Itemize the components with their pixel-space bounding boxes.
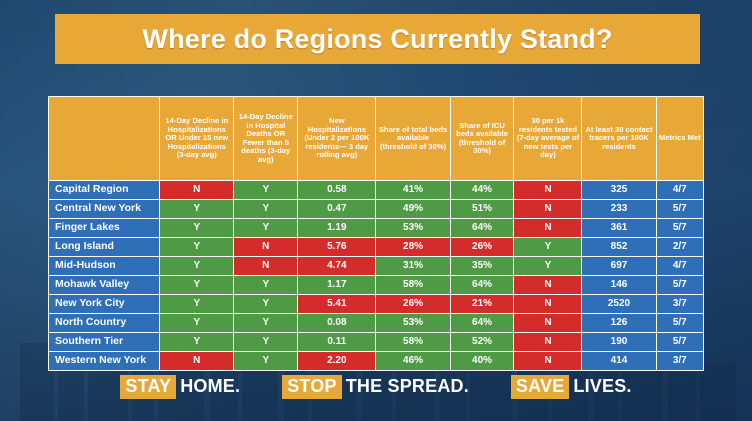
table-cell: 64% <box>450 276 514 295</box>
table-cell: Y <box>234 200 298 219</box>
table-cell: 53% <box>376 219 450 238</box>
cell-metrics-met: 4/7 <box>656 257 703 276</box>
table-cell: Y <box>160 276 234 295</box>
cell-metrics-met: 5/7 <box>656 200 703 219</box>
cell-metrics-met: 2/7 <box>656 238 703 257</box>
footer-rest-lives: LIVES. <box>573 376 632 396</box>
metrics-table-container <box>48 96 704 371</box>
table-cell: Y <box>234 181 298 200</box>
table-row <box>49 295 704 314</box>
table-cell: 49% <box>376 200 450 219</box>
table-cell: 361 <box>582 219 656 238</box>
cell-metrics-met: 3/7 <box>656 352 703 371</box>
table-cell: Y <box>514 238 582 257</box>
table-row <box>49 181 704 200</box>
row-header-region: Capital Region <box>49 181 160 200</box>
row-header-region: Long Island <box>49 238 160 257</box>
table-row <box>49 333 704 352</box>
column-header-deaths-decline: 14-Day Decline in Hospital Deaths OR Fewer than 5 deaths (3-day avg) <box>234 97 298 181</box>
footer-item-stay-home <box>120 375 240 399</box>
table-row <box>49 238 704 257</box>
table-cell: 1.19 <box>298 219 376 238</box>
table-cell: Y <box>514 257 582 276</box>
table-cell: Y <box>160 200 234 219</box>
table-row <box>49 276 704 295</box>
column-header-corner <box>49 97 160 181</box>
table-cell: 58% <box>376 276 450 295</box>
table-cell: 58% <box>376 333 450 352</box>
table-cell: 1.17 <box>298 276 376 295</box>
table-cell: 52% <box>450 333 514 352</box>
footer-highlight-stay: STAY <box>120 375 176 399</box>
footer-highlight-save: SAVE <box>511 375 569 399</box>
table-cell: N <box>514 200 582 219</box>
table-cell: N <box>160 352 234 371</box>
table-cell: 414 <box>582 352 656 371</box>
footer-item-save-lives <box>511 375 632 399</box>
table-cell: 5.41 <box>298 295 376 314</box>
page-title: Where do Regions Currently Stand? <box>142 23 613 54</box>
metrics-table <box>48 96 704 371</box>
footer-rest-spread: THE SPREAD. <box>345 376 469 396</box>
table-cell: 46% <box>376 352 450 371</box>
column-header-hosp-decline: 14-Day Decline in Hospitalizations OR Under 15 new Hospitalizations (3-day avg) <box>160 97 234 181</box>
cell-metrics-met: 5/7 <box>656 219 703 238</box>
table-row <box>49 352 704 371</box>
table-cell: 64% <box>450 219 514 238</box>
table-cell: 233 <box>582 200 656 219</box>
table-cell: Y <box>234 295 298 314</box>
table-cell: 41% <box>376 181 450 200</box>
table-cell: Y <box>160 295 234 314</box>
cell-metrics-met: 5/7 <box>656 314 703 333</box>
row-header-region: Mid-Hudson <box>49 257 160 276</box>
table-cell: N <box>160 181 234 200</box>
footer-highlight-stop: STOP <box>282 375 341 399</box>
table-cell: 2.20 <box>298 352 376 371</box>
table-cell: 4.74 <box>298 257 376 276</box>
row-header-region: Southern Tier <box>49 333 160 352</box>
cell-metrics-met: 3/7 <box>656 295 703 314</box>
column-header-contact-tracers: At least 30 contact tracers per 100K residents <box>582 97 656 181</box>
table-cell: 325 <box>582 181 656 200</box>
table-cell: N <box>514 295 582 314</box>
column-header-total-beds: Share of total beds available (threshold of 30%) <box>376 97 450 181</box>
table-cell: 0.47 <box>298 200 376 219</box>
footer-item-stop-spread <box>282 375 469 399</box>
cell-metrics-met: 5/7 <box>656 276 703 295</box>
footer-rest-home: HOME. <box>180 376 241 396</box>
table-cell: Y <box>234 219 298 238</box>
table-cell: Y <box>234 314 298 333</box>
table-cell: 146 <box>582 276 656 295</box>
table-cell: N <box>514 219 582 238</box>
table-cell: 31% <box>376 257 450 276</box>
table-cell: N <box>514 181 582 200</box>
table-cell: 5.76 <box>298 238 376 257</box>
table-cell: N <box>514 314 582 333</box>
table-row <box>49 257 704 276</box>
table-cell: 35% <box>450 257 514 276</box>
table-cell: Y <box>160 314 234 333</box>
table-cell: 2520 <box>582 295 656 314</box>
table-cell: Y <box>234 352 298 371</box>
row-header-region: Mohawk Valley <box>49 276 160 295</box>
table-cell: 21% <box>450 295 514 314</box>
row-header-region: Finger Lakes <box>49 219 160 238</box>
table-cell: 28% <box>376 238 450 257</box>
cell-metrics-met: 5/7 <box>656 333 703 352</box>
cell-metrics-met: 4/7 <box>656 181 703 200</box>
title-banner <box>55 14 700 64</box>
table-cell: 0.11 <box>298 333 376 352</box>
row-header-region: New York City <box>49 295 160 314</box>
table-cell: 697 <box>582 257 656 276</box>
table-row <box>49 314 704 333</box>
table-cell: 44% <box>450 181 514 200</box>
table-row <box>49 219 704 238</box>
table-cell: Y <box>234 333 298 352</box>
table-cell: N <box>514 276 582 295</box>
row-header-region: North Country <box>49 314 160 333</box>
table-cell: Y <box>234 276 298 295</box>
table-cell: 64% <box>450 314 514 333</box>
table-body <box>49 181 704 371</box>
table-cell: Y <box>160 333 234 352</box>
table-cell: 190 <box>582 333 656 352</box>
table-cell: 26% <box>450 238 514 257</box>
row-header-region: Western New York <box>49 352 160 371</box>
table-cell: N <box>234 238 298 257</box>
table-cell: 126 <box>582 314 656 333</box>
table-cell: 53% <box>376 314 450 333</box>
table-header <box>49 97 704 181</box>
table-cell: 51% <box>450 200 514 219</box>
table-cell: N <box>514 352 582 371</box>
table-cell: Y <box>160 238 234 257</box>
row-header-region: Central New York <box>49 200 160 219</box>
table-cell: Y <box>160 257 234 276</box>
table-cell: 852 <box>582 238 656 257</box>
column-header-new-hospitalizations: New Hospitalizations (Under 2 per 100K residents— 3 day rolling avg) <box>298 97 376 181</box>
column-header-icu-beds: Share of ICU beds available (threshold of 30%) <box>450 97 514 181</box>
column-header-testing: 30 per 1k residents tested (7-day average of new tests per day) <box>514 97 582 181</box>
table-cell: 0.58 <box>298 181 376 200</box>
table-cell: N <box>514 333 582 352</box>
table-cell: 26% <box>376 295 450 314</box>
table-header-row <box>49 97 704 181</box>
footer-slogans <box>0 375 752 399</box>
table-cell: 0.08 <box>298 314 376 333</box>
column-header-metrics-met: Metrics Met <box>656 97 703 181</box>
table-cell: 40% <box>450 352 514 371</box>
table-cell: Y <box>160 219 234 238</box>
table-cell: N <box>234 257 298 276</box>
table-row <box>49 200 704 219</box>
